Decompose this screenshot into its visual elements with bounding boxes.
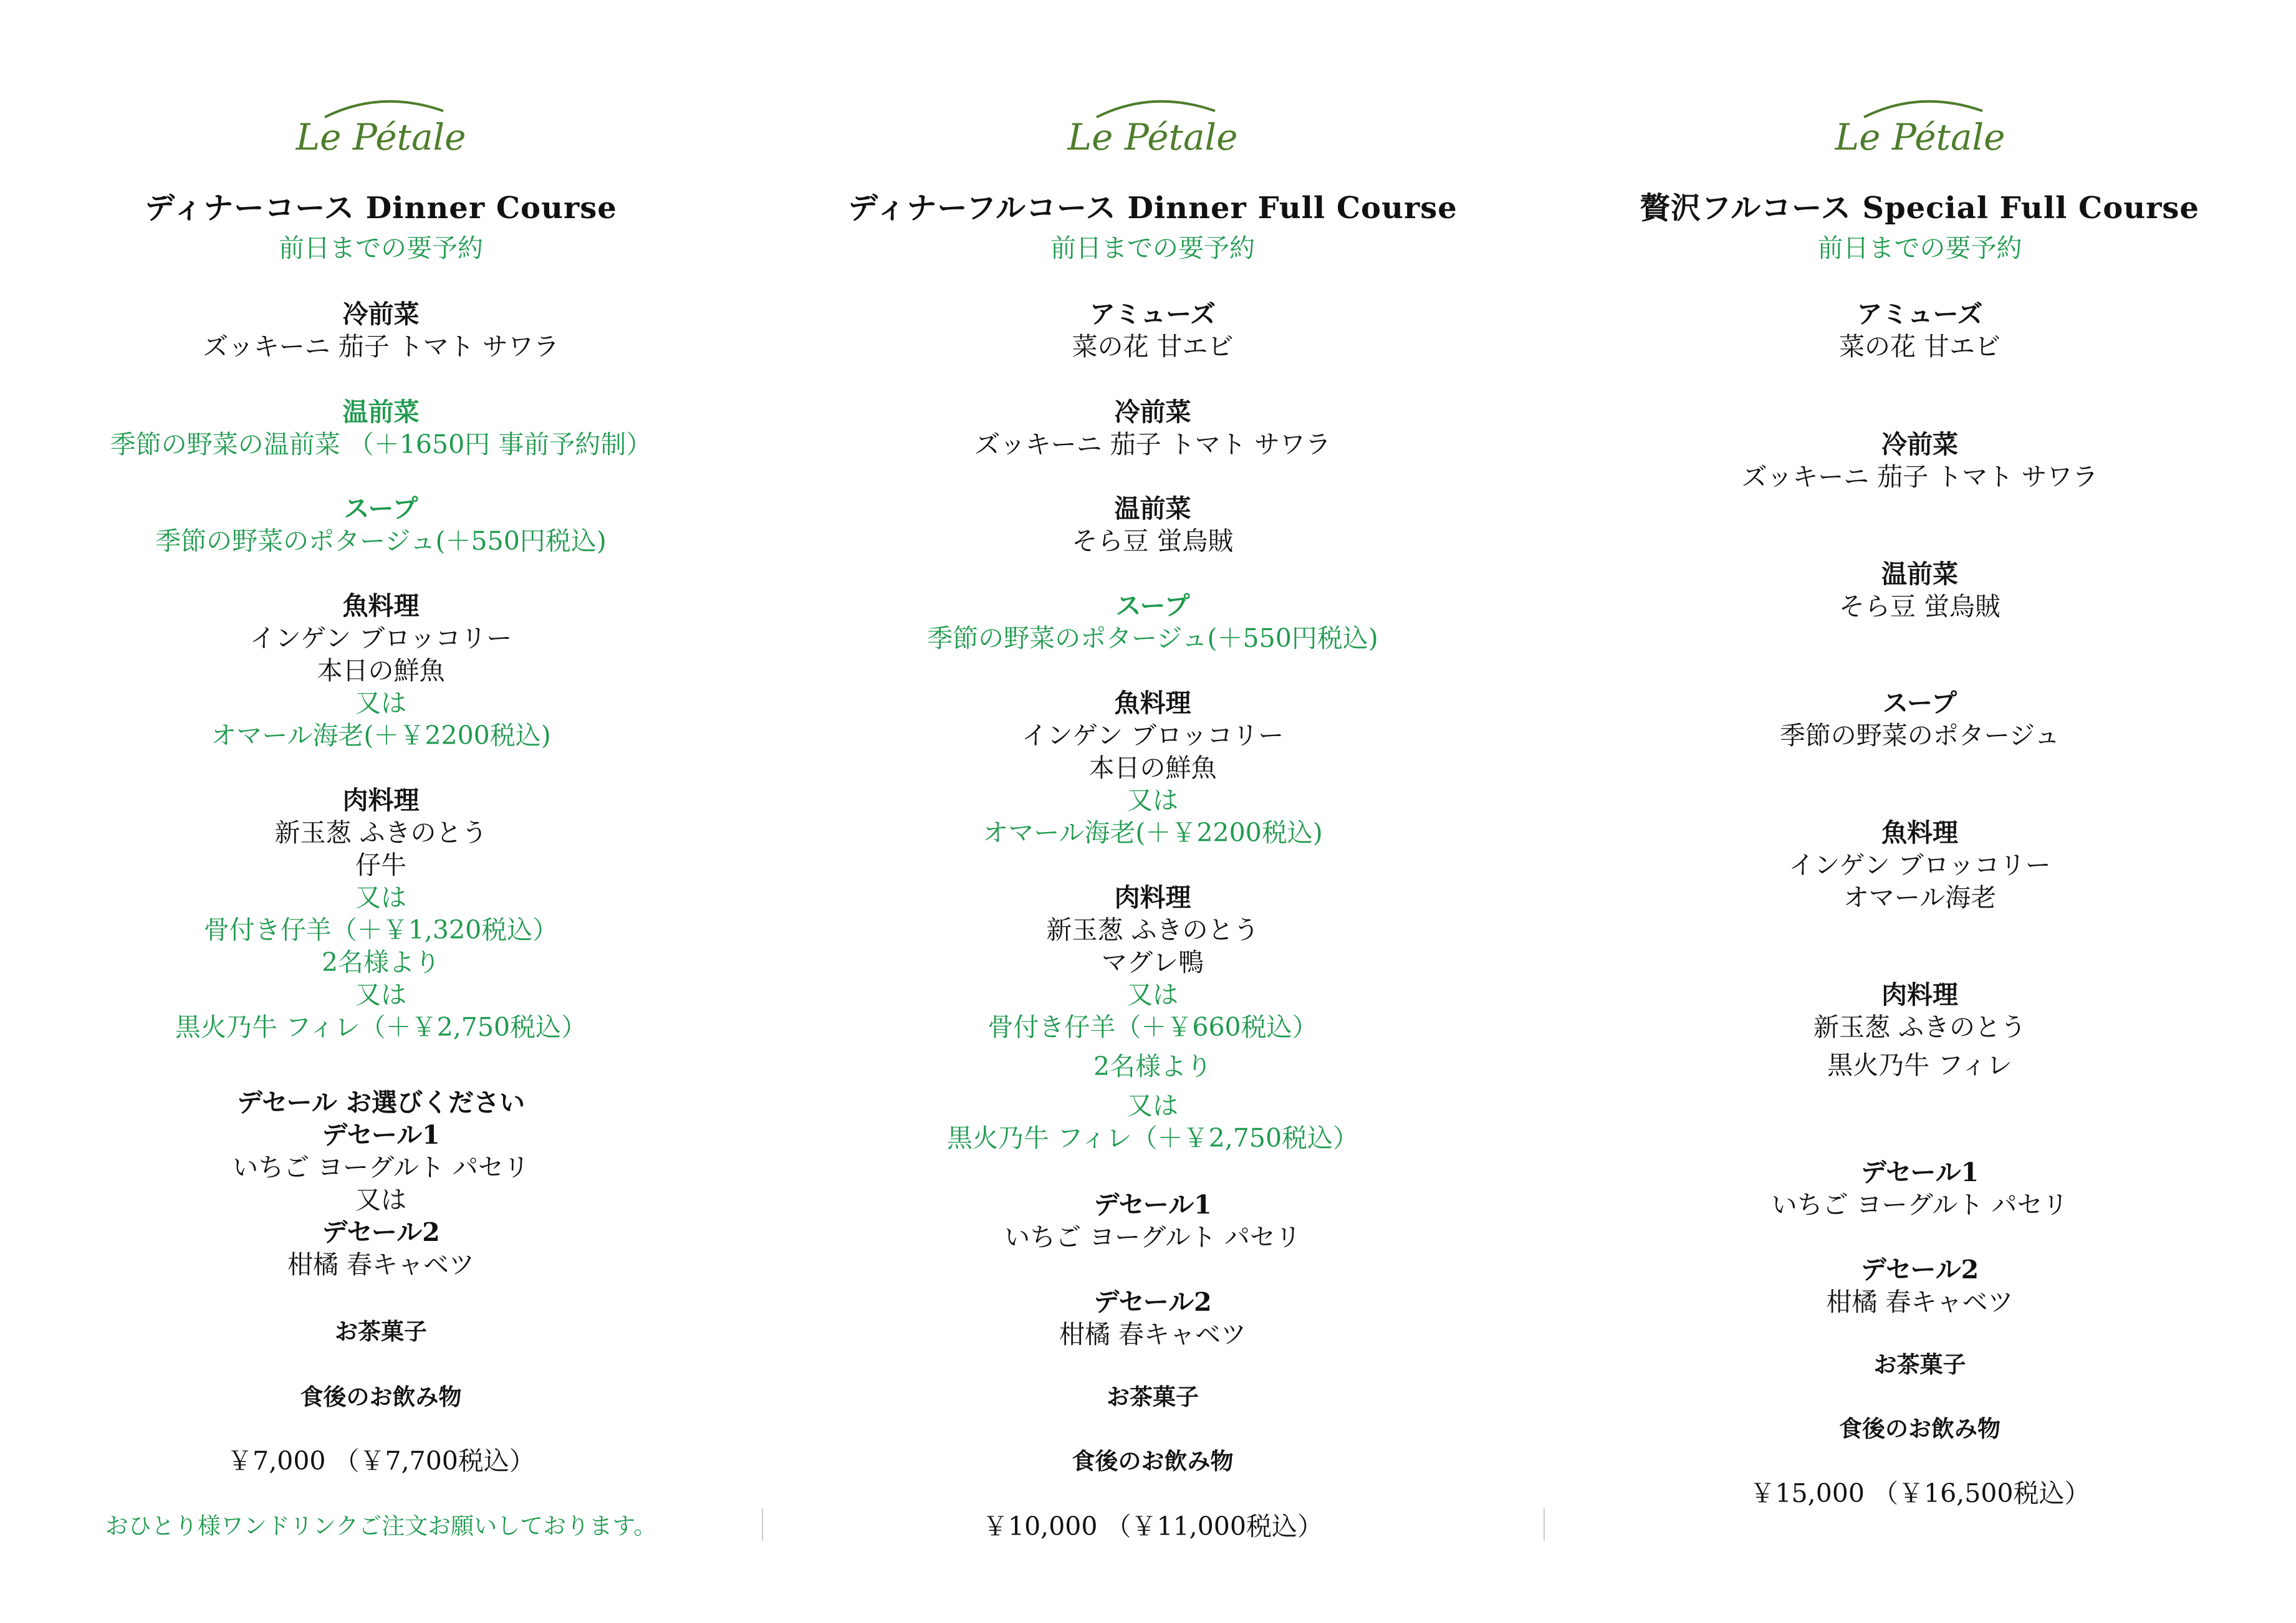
after-meal-drink: 食後のお飲み物 <box>1839 1415 2001 1442</box>
le-petale-logo-graphic <box>287 92 474 167</box>
course-price: ￥15,000 （￥16,500税込） <box>1749 1478 2090 1508</box>
dish-line: 又は <box>355 688 406 718</box>
section-heading: 魚料理 <box>1881 818 1958 848</box>
section-heading: デセール お選びください <box>237 1088 525 1118</box>
section-heading: アミューズ <box>1856 299 1983 329</box>
dish-line: オマール海老 <box>1843 883 1997 912</box>
dish-line: いちご ヨーグルト パセリ <box>233 1152 529 1182</box>
dish-line: ズッキーニ 茄子 トマト サワラ <box>974 429 1331 459</box>
menu-column-special-full-course <box>1544 0 2296 1623</box>
dish-line: 季節の野菜の温前菜 （＋1650円 事前予約制） <box>110 429 652 459</box>
dish-line: 菜の花 甘エビ <box>1838 332 2001 361</box>
dish-line: いちご ヨーグルト パセリ <box>1004 1222 1301 1252</box>
dish-line: 季節の野菜のポタージュ(＋550円税込) <box>927 623 1378 653</box>
tea-sweets: お茶菓子 <box>1873 1351 1966 1378</box>
after-meal-drink: 食後のお飲み物 <box>1072 1447 1234 1475</box>
dish-line: そら豆 蛍烏賊 <box>1072 526 1234 556</box>
section-heading: 冷前菜 <box>342 299 420 329</box>
dish-line: インゲン ブロッコリー <box>249 623 512 653</box>
section-heading: 温前菜 <box>1114 494 1191 524</box>
course-price: ￥7,000 （￥7,700税込） <box>227 1446 535 1476</box>
dish-line: 柑橘 春キャベツ <box>1826 1287 2014 1317</box>
dish-line: ズッキーニ 茄子 トマト サワラ <box>203 332 559 361</box>
after-meal-drink: 食後のお飲み物 <box>300 1383 462 1410</box>
dish-line: 本日の鮮魚 <box>1088 753 1217 783</box>
dish-line: デセール2 <box>322 1217 440 1247</box>
dish-line: 又は <box>355 1185 406 1215</box>
dish-line: 黒火乃牛 フィレ <box>1827 1050 2012 1080</box>
dish-line: 又は <box>355 980 406 1010</box>
logo-text: Le Pétale <box>1067 116 1238 158</box>
section-heading: スープ <box>1115 591 1190 621</box>
dish-line: 仔牛 <box>355 850 406 880</box>
dish-line: 新玉葱 ふきのとう <box>1813 1012 2027 1042</box>
le-petale-logo-graphic <box>1827 92 2014 167</box>
dish-line: デセール1 <box>322 1120 440 1150</box>
section-heading: 魚料理 <box>342 591 420 621</box>
menu-column-dinner-course <box>0 0 762 1623</box>
section-heading: 冷前菜 <box>1881 429 1958 459</box>
le-petale-logo <box>1059 92 1246 167</box>
dish-line: インゲン ブロッコリー <box>1021 721 1284 750</box>
section-heading: 肉料理 <box>1114 883 1191 912</box>
dish-line: 新玉葱 ふきのとう <box>1046 915 1259 945</box>
menu-column-dinner-full-course <box>762 0 1544 1623</box>
dish-line: 季節の野菜のポタージュ <box>1779 721 2060 750</box>
reservation-note: 前日までの要予約 <box>1817 233 2022 263</box>
dish-line: 柑橘 春キャベツ <box>1059 1319 1247 1349</box>
dish-line: インゲン ブロッコリー <box>1789 850 2051 880</box>
le-petale-logo <box>1827 92 2014 167</box>
dish-line: 黒火乃牛 フィレ（＋￥2,750税込） <box>175 1012 587 1042</box>
logo-text: Le Pétale <box>295 116 466 158</box>
course-title: 贅沢フルコース Special Full Course <box>1640 191 2199 226</box>
dish-line: 又は <box>355 883 406 912</box>
dish-line: 新玉葱 ふきのとう <box>274 818 488 848</box>
section-heading: 温前菜 <box>1881 559 1958 589</box>
dish-line: ズッキーニ 茄子 トマト サワラ <box>1741 462 2098 492</box>
section-heading: デセール2 <box>1860 1255 1979 1285</box>
dish-line: 骨付き仔羊（＋￥1,320税込） <box>203 915 559 945</box>
section-heading: スープ <box>343 494 418 524</box>
dish-line: 又は <box>1127 785 1178 815</box>
reservation-note: 前日までの要予約 <box>279 233 483 263</box>
section-heading: デセール1 <box>1093 1190 1212 1220</box>
one-drink-note: おひとり様ワンドリンクご注文お願いしております。 <box>105 1513 657 1539</box>
dish-line: マグレ鴨 <box>1102 947 1204 977</box>
course-price: ￥10,000 （￥11,000税込） <box>982 1511 1323 1541</box>
tea-sweets: お茶菓子 <box>1107 1383 1199 1410</box>
le-petale-logo-graphic <box>1059 92 1246 167</box>
dish-line: 本日の鮮魚 <box>317 656 445 686</box>
dish-line: オマール海老(＋￥2200税込) <box>982 818 1323 848</box>
section-heading: アミューズ <box>1089 299 1216 329</box>
section-heading: 魚料理 <box>1114 688 1191 718</box>
dish-line: 菜の花 甘エビ <box>1072 332 1234 361</box>
section-heading: 肉料理 <box>1881 980 1958 1010</box>
section-heading: デセール1 <box>1860 1157 1979 1187</box>
dish-line: 骨付き仔羊（＋￥660税込） <box>987 1012 1318 1042</box>
dish-line: 黒火乃牛 フィレ（＋￥2,750税込） <box>946 1123 1359 1153</box>
logo-text: Le Pétale <box>1835 116 2005 158</box>
section-heading: 温前菜 <box>342 397 420 427</box>
dish-line: そら豆 蛍烏賊 <box>1838 591 2001 621</box>
course-title: ディナーフルコース Dinner Full Course <box>848 191 1458 226</box>
section-heading: スープ <box>1883 688 1957 718</box>
dish-line: いちご ヨーグルト パセリ <box>1771 1190 2068 1220</box>
dish-line: 柑橘 春キャベツ <box>287 1250 475 1280</box>
section-heading: デセール2 <box>1093 1287 1212 1317</box>
dish-line: 季節の野菜のポタージュ(＋550円税込) <box>155 526 607 556</box>
reservation-note: 前日までの要予約 <box>1050 233 1255 263</box>
le-petale-logo <box>287 92 474 167</box>
dish-line: 2名様より <box>321 947 441 977</box>
dish-line: 又は <box>1127 980 1178 1010</box>
section-heading: 肉料理 <box>342 785 420 815</box>
dish-line: 又は <box>1127 1091 1178 1121</box>
tea-sweets: お茶菓子 <box>335 1318 427 1345</box>
course-title: ディナーコース Dinner Course <box>145 191 617 226</box>
dish-line: 2名様より <box>1093 1051 1213 1081</box>
dish-line: オマール海老(＋￥2200税込) <box>211 721 551 750</box>
section-heading: 冷前菜 <box>1114 397 1191 427</box>
